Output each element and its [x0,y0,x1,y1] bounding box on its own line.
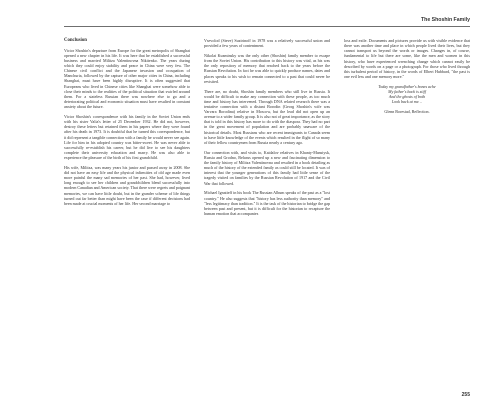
header-rule [64,26,470,27]
poem-line: Today my grandfather's bones ache [378,83,436,89]
paragraph: His wife, Militza, was many years his junior and passed away in 2008. She did not have an easy life and the physical infirmities of old age made even more painful the many sad memories of her past. She had, however, lived long enough to see her children and grandchildren blend successfully into modern Canadian and American society. That there were regrets and poignant memories, we can have little doubt, but in the grander scheme of life things turned out far better than might have been the case if different decisions had been made at crucial moments of her life. Her second marriage to [64,164,190,206]
running-title: The Shoshin Family [420,17,470,23]
column-2 [204,38,330,221]
poem-quote [344,84,470,105]
paragraph: Nikolai Kuzminsky was the only other (Shoshin) family member to escape from the Soviet Union. His contribution to this history was vital, as his was the only repository of memory that reached back to the years before the Russian Revolution. In fact he was able to quickly produce names, dates and places speaks to his wish to remain connected to a past that could never be revisited. [204,53,330,84]
paragraph: Our connection with, and visits to, Kaidalov relatives in Khanty-Mansiysk, Russia and Grodno, Belarus opened up a new and fascinating dimension to the family history of Militza Valentinovna and resulted in a book detailing as much of the history of the extended family as could still be located. It was of interest that the younger generations of this family had little sense of the tragedy visited on families by the Russian Revolution of 1917 and the Civil War that followed. [204,149,330,186]
poem-line: My father's back is stiff [388,88,426,94]
poem-attribution: Glenn Borestad, Reflection. [384,109,430,115]
column-3 [344,38,470,114]
column-1 [64,38,190,211]
poem-line: Look back at me… [391,99,423,105]
text-columns [64,38,470,393]
paragraph: Victor Shoshin's departure from Europe for the great metropolis of Shanghai opened a new chapter in his life. It was here that he established a successful business and married Militza Valentinovna Nikitenko. The years during which they could enjoy stability and peace in China were very few. The Chinese civil conflict and the Japanese invasion and occupation of Manchuria, followed by the capture of other major cities in China, including Shanghai, must have been highly disruptive. It is often suggested that Europeans who lived in Chinese cities like Shanghai were somehow able to close their minds to the realities of the political situation that swirled around them. For a stateless Russian there was nowhere else to go and a deteriorating political and economic situation must have resulted in constant anxiety about the future. [64,47,190,110]
paragraph: loss and exile. Documents and pictures provide us with visible evidence that there was another time and place in which people lived their lives, but they cannot transport us beyond the words or images. Changes in, of course, fundamental to life but there are some, like the men and women in this history, who have experienced wrenching change which cannot easily be described by words on a page or a photograph. For those who lived through this turbulent period of history, in the words of Elbert Hubbard, "the past is one evil less and one memory more." [344,38,470,79]
paragraph: Michael Ignatieff in his book The Russian Album speaks of the past as a "lost country." He also suggests that "history has less authority than memory" and "less legitimacy than tradition." It is the task of the historian to bridge the gap between past and present, but it is difficult for the historian to recapture the human emotion that accompanies [204,190,330,216]
paragraph: Victor Shoshin's correspondence with his family in the Soviet Union ends with his sister Valia's letter of 25 December 1932. He did not, however, destroy these letters but retained them in his papers where they were found after his death in 1973. It is doubtful that he turned this correspondence, but it did represent a tangible connection with a family he would never see again. Life for him in his adopted country was bitter-sweet. He was never able to successfully re-establish his career, but he did live to see his daughters complete their university education and marry. He was also able to experience the pleasure of the birth of his first grandchild. [64,114,190,161]
section-heading: Conclusion [64,38,87,43]
page-number: 255 [461,392,470,398]
page-header [0,0,480,30]
poem-line: And the ghosts of both [388,94,426,100]
paragraph: Vsevolod (Steve) Suzirinoff in 1978 was a relatively successful union and provided a few years of contentment. [204,38,330,49]
paragraph: There are, no doubt, Shoshin family members who still live in Russia. It would be difficult to make any connection with these people, as too much time and history has intervened. Through DNA related research there was a tentative connection with a distant Borodin (Georg Shoshin's wife was Varvara Borodina) relative in Moscow, but the lead did not open up an avenue to a wider family group. It is also not of great importance, as the story that is told in this history has more to do with the diaspora. They had no part in the great movement of population and are probably unaware of the historical details. Most Russians who are recent immigrants to Canada seem to have little knowledge of the events which resulted in the flight of so many of their fellow countrymen from Russia nearly a century ago. [204,88,330,145]
